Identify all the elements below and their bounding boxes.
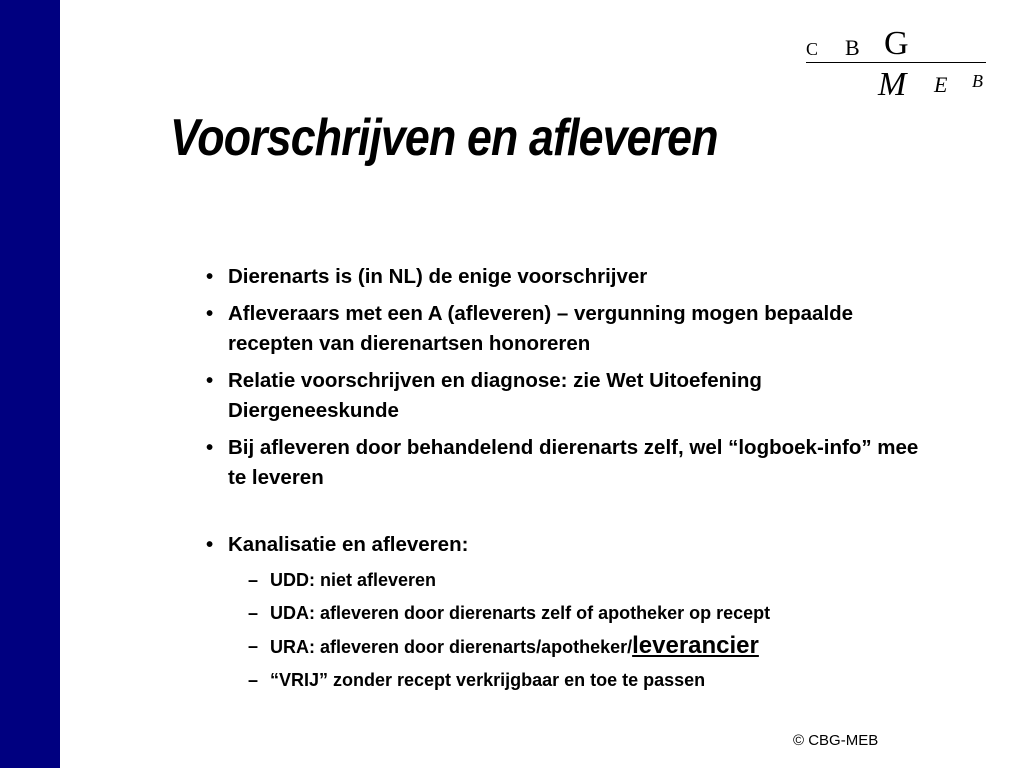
bullet-icon: • bbox=[206, 369, 214, 392]
sub-list-item bbox=[204, 667, 924, 693]
list-item-text: Dierenarts is (in NL) de enige voorschrijver bbox=[228, 265, 648, 288]
cbg-meb-logo bbox=[800, 25, 1000, 105]
copyright-footer: © CBG-MEB bbox=[793, 732, 879, 749]
logo-letter-g: G bbox=[884, 25, 909, 62]
list-item bbox=[204, 366, 924, 426]
dash-icon: – bbox=[248, 603, 259, 623]
list-item-text: Bij afleveren door behandelend dierenarts zelf, wel “logboek-info” mee te leveren bbox=[228, 436, 919, 489]
spacer bbox=[204, 500, 924, 530]
logo-letter-c: C bbox=[806, 39, 819, 59]
dash-icon: – bbox=[248, 570, 259, 590]
bullet-icon: • bbox=[206, 533, 214, 556]
leverancier-link[interactable]: leverancier bbox=[632, 632, 759, 659]
logo-divider bbox=[806, 62, 986, 63]
sub-list-item bbox=[204, 600, 924, 626]
list-item bbox=[204, 299, 924, 359]
logo-letter-m: M bbox=[878, 66, 907, 103]
bullet-icon: • bbox=[206, 436, 214, 459]
sub-list-item bbox=[204, 567, 924, 593]
logo-letter-e: E bbox=[934, 72, 948, 97]
list-item bbox=[204, 530, 924, 560]
dash-icon: – bbox=[248, 670, 259, 690]
bullet-list bbox=[204, 262, 924, 700]
sub-item-text: UDD: niet afleveren bbox=[270, 570, 437, 590]
list-item bbox=[204, 262, 924, 292]
sub-list-item bbox=[204, 633, 924, 660]
list-item-text: Kanalisatie en afleveren: bbox=[228, 533, 469, 556]
logo-letter-b-italic: B bbox=[972, 71, 983, 91]
list-item-text: Relatie voorschrijven en diagnose: zie Wet Uitoefening Diergeneeskunde bbox=[228, 369, 762, 422]
dash-icon: – bbox=[248, 636, 259, 656]
list-item bbox=[204, 433, 924, 493]
sub-item-text: “VRIJ” zonder recept verkrijgbaar en toe te passen bbox=[270, 670, 706, 690]
page-title: Voorschrijven en afleveren bbox=[170, 109, 718, 167]
bullet-icon: • bbox=[206, 265, 214, 288]
bullet-icon: • bbox=[206, 302, 214, 325]
logo-letter-b: B bbox=[845, 35, 860, 60]
sub-item-text: URA: afleveren door dierenarts/apotheker/ bbox=[270, 637, 633, 657]
list-item-text: Afleveraars met een A (afleveren) – vergunning mogen bepaalde recepten van dierenartsen honoreren bbox=[228, 302, 854, 355]
sidebar-bar bbox=[0, 0, 60, 768]
sub-item-text: UDA: afleveren door dierenarts zelf of apotheker op recept bbox=[270, 603, 771, 623]
